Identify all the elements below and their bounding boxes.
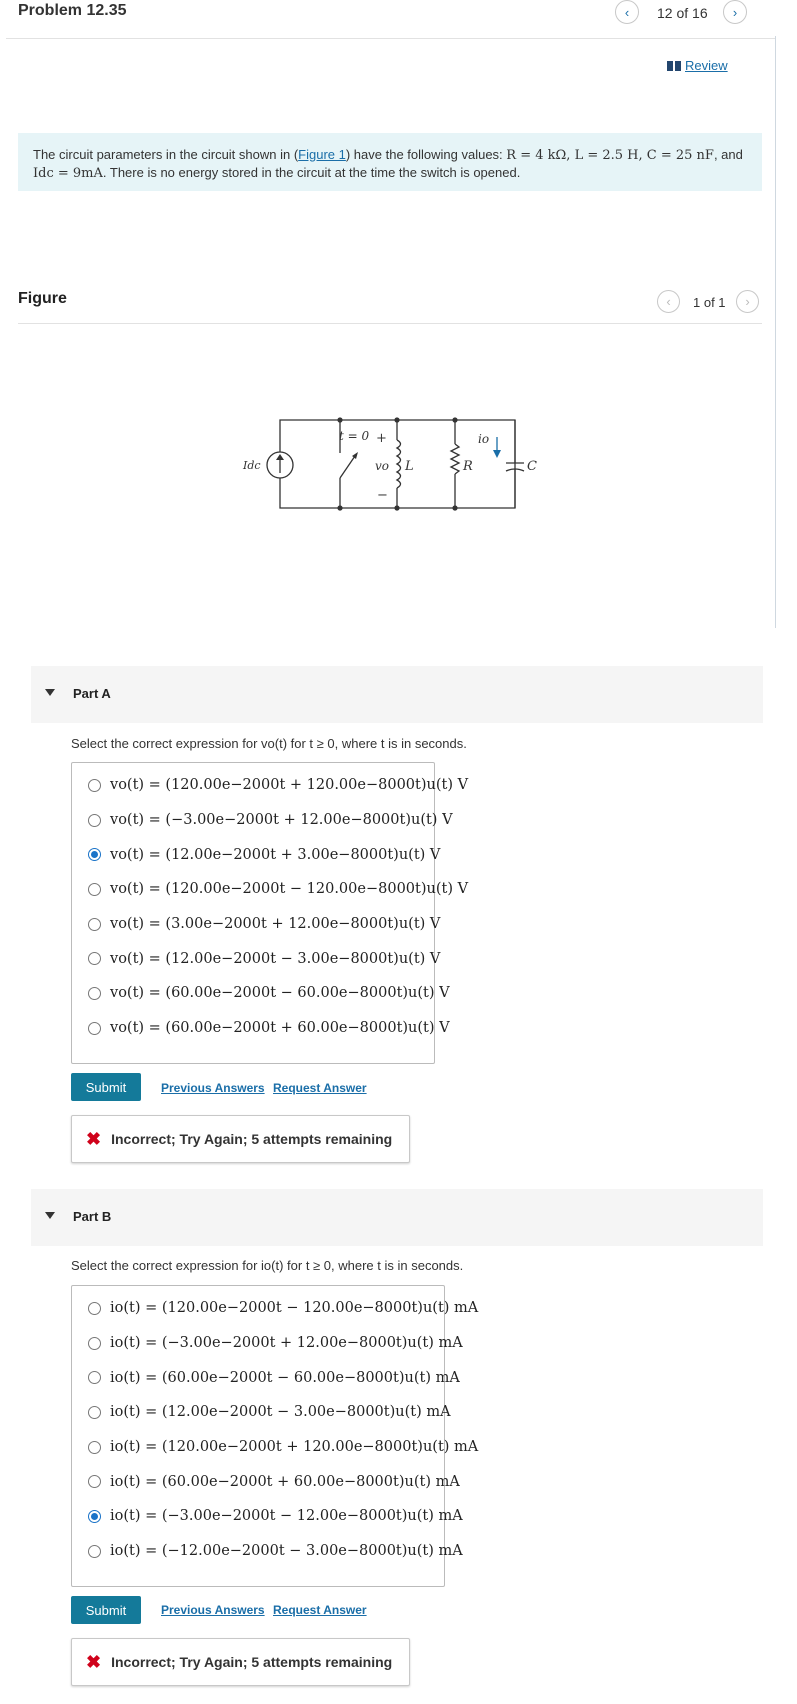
chevron-right-icon: › bbox=[745, 294, 750, 309]
part-b-choice[interactable]: io(t) = (60.00e−2000t + 60.00e−8000t)u(t) mA bbox=[72, 1464, 444, 1499]
part-b-choice[interactable]: io(t) = (60.00e−2000t − 60.00e−8000t)u(t) mA bbox=[72, 1360, 444, 1395]
part-b-choice[interactable]: io(t) = (−3.00e−2000t − 12.00e−8000t)u(t) mA bbox=[72, 1499, 444, 1534]
part-b-choice[interactable]: io(t) = (120.00e−2000t − 120.00e−8000t)u(t) mA bbox=[72, 1291, 444, 1326]
panel-border bbox=[775, 36, 776, 628]
radio-button[interactable] bbox=[88, 1337, 101, 1350]
incorrect-x-icon: ✖ bbox=[86, 1128, 102, 1149]
part-b-feedback bbox=[71, 1638, 410, 1686]
problem-counter: 12 of 16 bbox=[657, 5, 708, 21]
figure-divider bbox=[18, 323, 762, 324]
book-icon bbox=[667, 61, 681, 71]
radio-button[interactable] bbox=[88, 1302, 101, 1315]
figure-heading: Figure bbox=[18, 290, 67, 307]
prev-figure-button[interactable] bbox=[657, 290, 680, 313]
radio-button[interactable] bbox=[88, 1545, 101, 1558]
part-b-choice[interactable]: io(t) = (12.00e−2000t − 3.00e−8000t)u(t) mA bbox=[72, 1395, 444, 1430]
part-b-question: Select the correct expression for io(t) for t ≥ 0, where t is in seconds. bbox=[71, 1258, 464, 1273]
radio-button-selected[interactable] bbox=[88, 1510, 101, 1523]
problem-text-3: . There is no energy stored in the circuit at the time the switch is opened. bbox=[102, 165, 521, 180]
radio-button[interactable] bbox=[88, 1022, 101, 1035]
problem-and: , and bbox=[713, 147, 743, 162]
incorrect-x-icon: ✖ bbox=[86, 1651, 102, 1672]
radio-button[interactable] bbox=[88, 883, 101, 896]
part-a-choices bbox=[71, 762, 469, 1064]
chevron-right-icon: › bbox=[732, 4, 738, 20]
part-a-choice[interactable]: vo(t) = (−3.00e−2000t + 12.00e−8000t)u(t) V bbox=[72, 803, 434, 838]
radio-button[interactable] bbox=[88, 987, 101, 1000]
header-divider bbox=[6, 38, 775, 39]
prev-problem-button[interactable] bbox=[615, 0, 639, 24]
part-a-question: Select the correct expression for vo(t) for t ≥ 0, where t is in seconds. bbox=[71, 736, 467, 751]
label-idc: Idc bbox=[243, 459, 261, 472]
part-b-submit-button[interactable]: Submit bbox=[71, 1596, 141, 1624]
radio-button-selected[interactable] bbox=[88, 848, 101, 861]
radio-button[interactable] bbox=[88, 814, 101, 827]
part-a-feedback bbox=[71, 1115, 410, 1163]
label-C: C bbox=[527, 459, 537, 474]
collapse-triangle-icon bbox=[45, 1212, 55, 1219]
part-b-choice[interactable]: io(t) = (120.00e−2000t + 120.00e−8000t)u(t) mA bbox=[72, 1430, 444, 1465]
chevron-left-icon: ‹ bbox=[624, 4, 630, 20]
radio-button[interactable] bbox=[88, 779, 101, 792]
part-a-submit-button[interactable]: Submit bbox=[71, 1073, 141, 1101]
part-a-choice[interactable]: vo(t) = (60.00e−2000t + 60.00e−8000t)u(t) V bbox=[72, 1011, 434, 1046]
part-a-choice[interactable]: vo(t) = (120.00e−2000t − 120.00e−8000t)u(t) V bbox=[72, 872, 434, 907]
circuit-values: R = 4 kΩ, L = 2.5 H, C = 25 nF bbox=[506, 148, 714, 163]
next-problem-button[interactable] bbox=[723, 0, 747, 24]
radio-button[interactable] bbox=[88, 1475, 101, 1488]
part-a-choice[interactable]: vo(t) = (12.00e−2000t + 3.00e−8000t)u(t) V bbox=[72, 837, 434, 872]
radio-button[interactable] bbox=[88, 1441, 101, 1454]
figure-counter: 1 of 1 bbox=[693, 295, 726, 310]
part-a-header[interactable] bbox=[31, 666, 763, 723]
problem-text-2: ) have the following values: bbox=[345, 147, 507, 162]
page-title: Problem 12.35 bbox=[18, 2, 127, 19]
part-a-choice[interactable]: vo(t) = (60.00e−2000t − 60.00e−8000t)u(t) V bbox=[72, 976, 434, 1011]
label-plus: + bbox=[376, 431, 387, 446]
label-io: io bbox=[478, 432, 490, 446]
part-a-feedback-text: Incorrect; Try Again; 5 attempts remaining bbox=[111, 1131, 393, 1147]
part-b-choice[interactable]: io(t) = (−12.00e−2000t − 3.00e−8000t)u(t) mA bbox=[72, 1534, 444, 1569]
label-vo: vo bbox=[375, 459, 390, 473]
radio-button[interactable] bbox=[88, 918, 101, 931]
part-b-previous-answers-link[interactable]: Previous Answers bbox=[161, 1603, 265, 1617]
figure-link[interactable]: Figure 1 bbox=[298, 147, 346, 162]
part-a-request-answer-link[interactable]: Request Answer bbox=[273, 1081, 367, 1095]
circuit-diagram bbox=[235, 410, 537, 520]
label-R: R bbox=[463, 459, 473, 474]
label-switch: t = 0 bbox=[339, 429, 370, 443]
radio-button[interactable] bbox=[88, 1371, 101, 1384]
review-label: Review bbox=[685, 58, 728, 73]
part-b-label: Part B bbox=[73, 1209, 112, 1224]
problem-text-1: The circuit parameters in the circuit shown in ( bbox=[33, 147, 299, 162]
part-a-choice[interactable]: vo(t) = (12.00e−2000t − 3.00e−8000t)u(t) V bbox=[72, 941, 434, 976]
part-b-choices bbox=[71, 1285, 479, 1587]
review-link[interactable] bbox=[667, 58, 728, 73]
label-L: L bbox=[405, 459, 414, 474]
radio-button[interactable] bbox=[88, 952, 101, 965]
part-a-previous-answers-link[interactable]: Previous Answers bbox=[161, 1081, 265, 1095]
part-a-label: Part A bbox=[73, 686, 111, 701]
next-figure-button[interactable] bbox=[736, 290, 759, 313]
label-minus: − bbox=[377, 488, 388, 503]
collapse-triangle-icon bbox=[45, 689, 55, 696]
radio-button[interactable] bbox=[88, 1406, 101, 1419]
chevron-left-icon: ‹ bbox=[666, 294, 671, 309]
part-b-header[interactable] bbox=[31, 1189, 763, 1246]
part-a-choice[interactable]: vo(t) = (120.00e−2000t + 120.00e−8000t)u(t) V bbox=[72, 768, 434, 803]
part-b-choice[interactable]: io(t) = (−3.00e−2000t + 12.00e−8000t)u(t) mA bbox=[72, 1326, 444, 1361]
part-b-request-answer-link[interactable]: Request Answer bbox=[273, 1603, 367, 1617]
idc-value: Idc = 9mA bbox=[33, 166, 103, 181]
part-b-feedback-text: Incorrect; Try Again; 5 attempts remaining bbox=[111, 1654, 393, 1670]
problem-statement bbox=[18, 133, 762, 191]
part-a-choice[interactable]: vo(t) = (3.00e−2000t + 12.00e−8000t)u(t) V bbox=[72, 907, 434, 942]
